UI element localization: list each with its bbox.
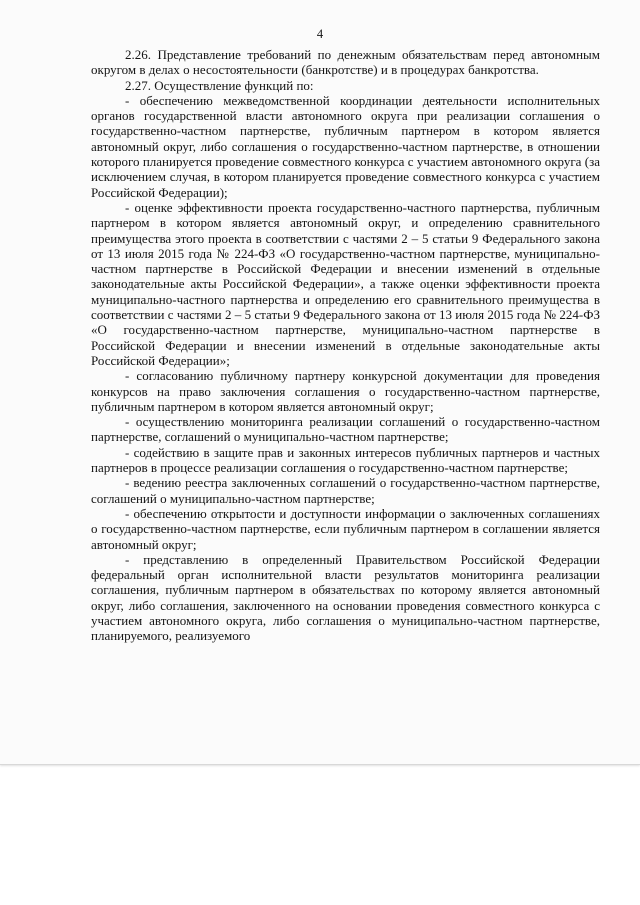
paragraph-2-27: 2.27. Осуществление функций по:	[125, 77, 314, 93]
document-body	[91, 47, 600, 644]
list-item-coordination: - обеспечению межведомственной координации деятельности исполнительных органов государственной власти автономного округа при реализации соглашения о государственно-частном партнерстве, публичным партнером в котором является автономный округ, либо соглашения о государственно-частном партнерстве, в отношении которого планируется проведение совместного конкурса с участием автономного округа (за исключением случая, в котором планируется проведение совместного конкурса с участием Российской Федерации);	[91, 92, 600, 200]
paragraph-2-26: 2.26. Представление требований по денежным обязательствам перед автономным округом в делах о несостоятельности (банкротстве) и в процедурах банкротства.	[91, 47, 600, 78]
list-item-registry: - ведению реестра заключенных соглашений о государственно-частном партнерстве, соглашений о муниципально-частном партнерстве;	[91, 475, 600, 506]
page-number: 4	[316, 27, 324, 41]
list-item-transparency: - обеспечению открытости и доступности информации о заключенных соглашениях о государственно-частном партнерстве, если публичным партнером в соглашении является автономный округ;	[91, 505, 600, 552]
list-item-monitoring: - осуществлению мониторинга реализации соглашений о государственно-частном партнерстве, соглашений о муниципально-частном партнерстве;	[91, 414, 600, 445]
list-item-tender-documentation: - согласованию публичному партнеру конкурсной документации для проведения конкурсов на право заключения соглашения о государственно-частном партнерстве, публичным партнером в котором является автономный округ;	[91, 368, 600, 414]
list-item-efficiency-assessment: - оценке эффективности проекта государственно-частного партнерства, публичным партнером в котором является автономный округ, и определению сравнительного преимущества этого проекта в соответствии с частями 2 – 5 статьи 9 Федерального закона от 13 июля 2015 года № 224-ФЗ «О государственно-частном партнерстве, муниципально-частном партнерстве в Российской Федерации и внесении изменений в отдельные законодательные акты Российской Федерации», а также оценки эффективности проекта муниципально-частного партнерства и определению его сравнительного преимущества в соответствии с частями 2 – 5 статьи 9 Федерального закона от 13 июля 2015 года № 224-ФЗ «О государственно-частном партнерстве, муниципально-частном партнерстве в Российской Федерации и внесении изменений в отдельные законодательные акты Российской Федерации»;	[91, 199, 600, 368]
list-item-reporting: - представлению в определенный Правительством Российской Федерации федеральный орган исполнительной власти результатов мониторинга реализации соглашения, публичным партнером в обязательствах по которому является автономный округ, либо соглашения, заключенного на основании проведения совместного конкурса с участием автономного округа, либо соглашения о муниципально-частном партнерстве, планируемого, реализуемого	[91, 551, 600, 644]
list-item-rights-protection: - содействию в защите прав и законных интересов публичных партнеров и частных партнеров в процессе реализации соглашения о государственно-частном партнерстве;	[91, 444, 600, 476]
